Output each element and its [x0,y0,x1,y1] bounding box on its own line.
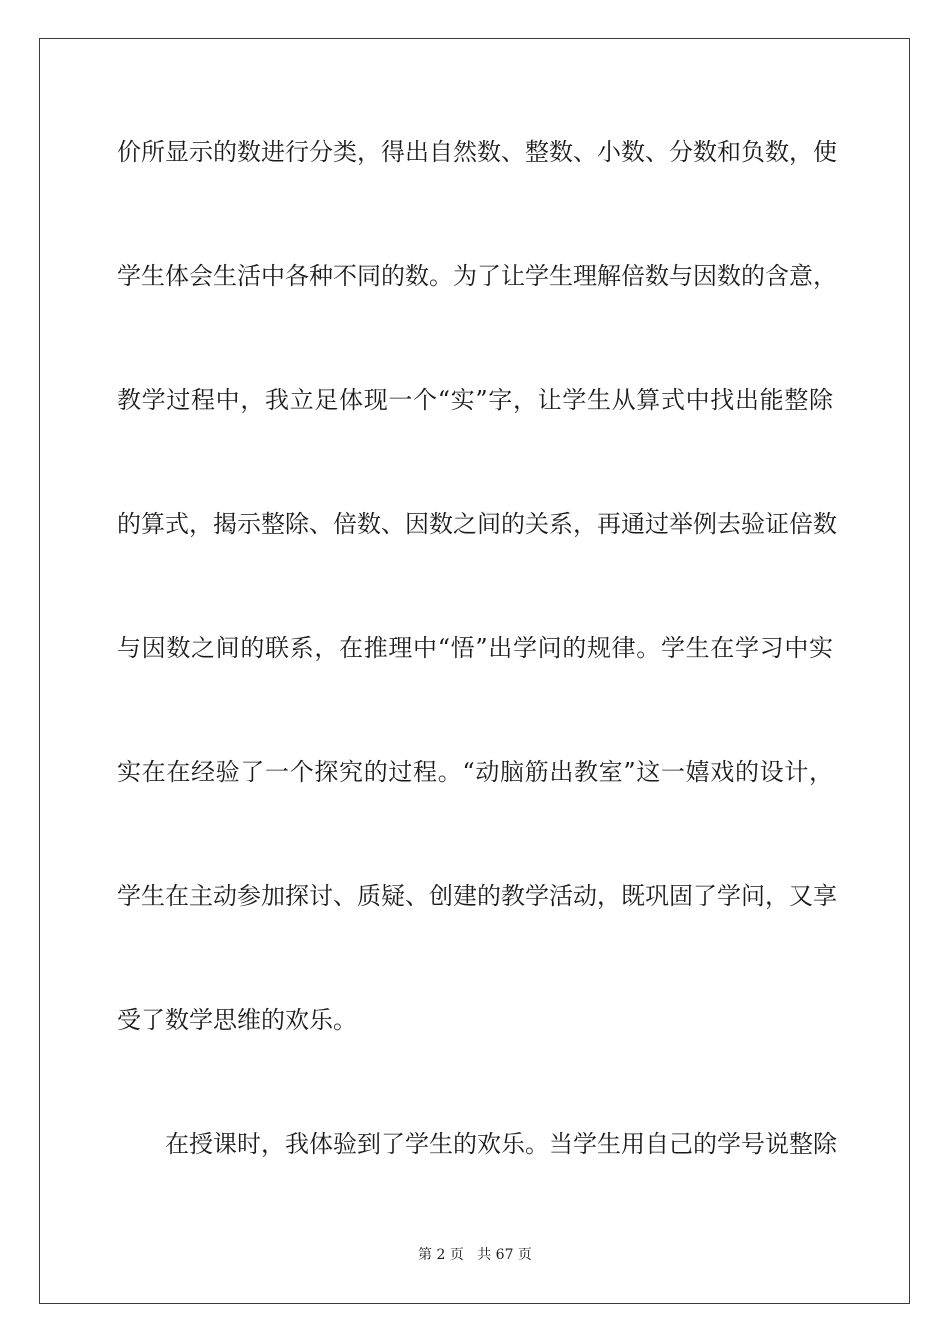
body-text-line-9: 在授课时，我体验到了学生的欢乐。当学生用自己的学号说整除 [165,1130,837,1158]
body-text-line-5: 与因数之间的联系，在推理中“悟”出学问的规律。学生在学习中实 [117,634,833,662]
page-number: 第 2 页 [418,1247,464,1263]
page-border [39,38,910,1304]
body-text-line-6: 实在在经验了一个探究的过程。“动脑筋出教室”这一嬉戏的设计， [117,758,833,786]
body-text-line-3: 教学过程中，我立足体现一个“实”字，让学生从算式中找出能整除 [117,386,833,414]
body-text-line-2: 学生体会生活中各种不同的数。为了让学生理解倍数与因数的含意， [117,262,837,290]
page-footer [0,1246,950,1264]
body-text-line-8: 受了数学思维的欢乐。 [117,1006,357,1034]
page-total: 共 67 页 [477,1247,532,1263]
body-text-line-4: 的算式，揭示整除、倍数、因数之间的关系，再通过举例去验证倍数 [117,510,837,538]
body-text-line-7: 学生在主动参加探讨、质疑、创建的教学活动，既巩固了学问，又享 [117,882,837,910]
body-text-line-1: 价所显示的数进行分类，得出自然数、整数、小数、分数和负数，使 [117,138,837,166]
